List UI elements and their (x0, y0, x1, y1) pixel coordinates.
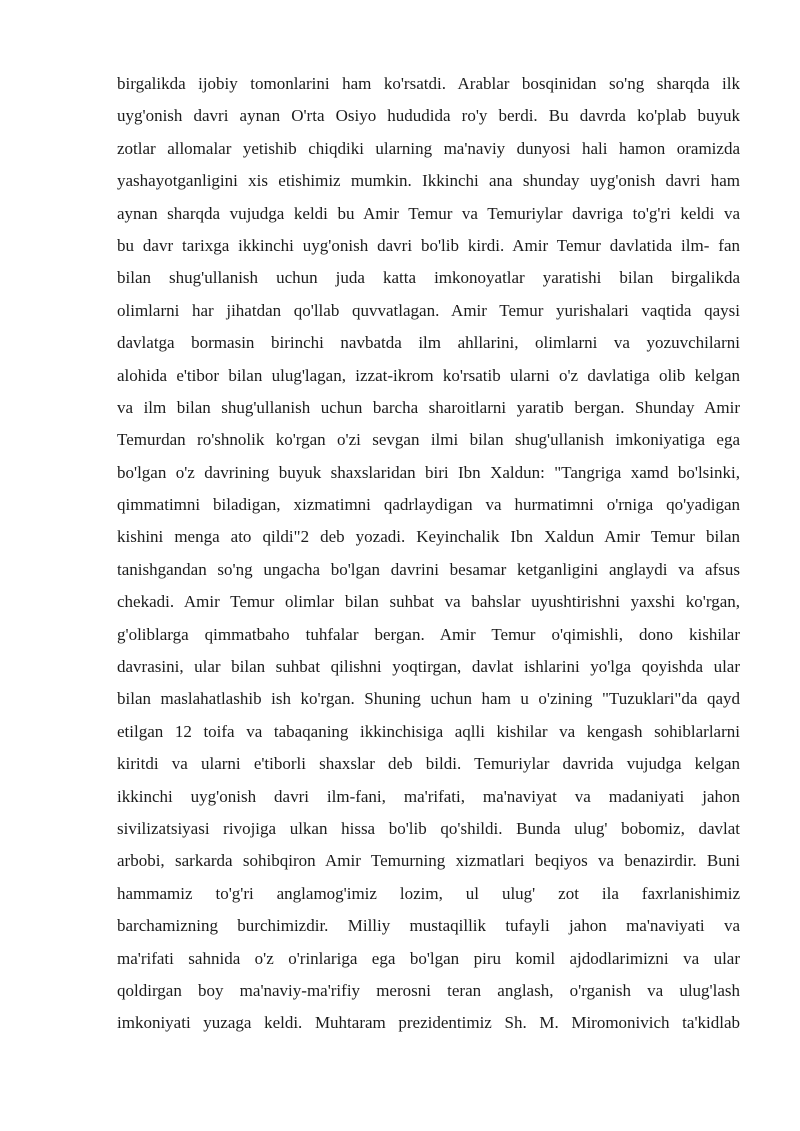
text-line: birgalikda ijobiy tomonlarini ham ko'rsatdi. Arablar bosqinidan so'ng sharqda ilk (117, 74, 740, 93)
text-line: bilan maslahatlashib ish ko'rgan. Shuning uchun ham u o'zining "Tuzuklari"da qayd (117, 689, 740, 709)
text-line: Temurdan ro'shnolik ko'rgan o'zi sevgan ilmi bilan shug'ullanish imkoniyatiga ega (117, 430, 740, 450)
text-line: bilan shug'ullanish uchun juda katta imkonoyatlar yaratishi bilan birgalikda (117, 268, 740, 288)
text-line: chekadi. Amir Temur olimlar bilan suhbat va bahslar uyushtirishni yaxshi ko'rgan, (117, 592, 740, 612)
text-line: uyg'onish davri aynan O'rta Osiyo hududida ro'y berdi. Bu davrda ko'plab buyuk (117, 106, 740, 126)
text-line: g'oliblarga qimmatbaho tuhfalar bergan. Amir Temur o'qimishli, dono kishilar (117, 624, 740, 644)
body-paragraph (117, 68, 740, 1040)
text-line: kiritdi va ularni e'tiborli shaxslar deb bildi. Temuriylar davrida vujudga kelgan (117, 754, 740, 774)
text-line: tanishgandan so'ng ungacha bo'lgan davrini besamar ketganligini anglaydi va afsus (117, 559, 740, 579)
text-line: ma'rifati sahnida o'z o'rinlariga ega bo'lgan piru komil ajdodlarimizni va ular (117, 948, 740, 968)
text-line: davrasini, ular bilan suhbat qilishni yoqtirgan, davlat ishlarini yo'lga qoyishda ular (117, 657, 740, 677)
text-line: imkoniyati yuzaga keldi. Muhtaram prezidentimiz Sh. M. Miromonivich ta'kidlab (117, 1013, 740, 1033)
text-line: yashayotganligini xis etishimiz mumkin. Ikkinchi ana shunday uyg'onish davri ham (117, 171, 740, 191)
text-line: qimmatimni biladigan, xizmatimni qadrlaydigan va hurmatimni o'rniga qo'yadigan (117, 495, 740, 515)
text-line: bo'lgan o'z davrining buyuk shaxslaridan biri Ibn Xaldun: "Tangriga xamd bo'lsinki, (117, 462, 740, 482)
text-line: hammamiz to'g'ri anglamog'imiz lozim, ul ulug' zot ila faxrlanishimiz (117, 883, 740, 903)
text-line: barchamizning burchimizdir. Milliy mustaqillik tufayli jahon ma'naviyati va (117, 916, 740, 936)
text-line: aynan sharqda vujudga keldi bu Amir Temur va Temuriylar davriga to'g'ri keldi va (117, 203, 740, 223)
text-line: alohida e'tibor bilan ulug'lagan, izzat-ikrom ko'rsatib ularni o'z davlatiga olib kelgan (117, 365, 740, 385)
text-line: etilgan 12 toifa va tabaqaning ikkinchisiga aqlli kishilar va kengash sohiblarlarni (117, 721, 740, 741)
text-line: ikkinchi uyg'onish davri ilm-fani, ma'rifati, ma'naviyat va madaniyati jahon (117, 786, 740, 806)
text-line: arbobi, sarkarda sohibqiron Amir Temurning xizmatlari beqiyos va benazirdir. Buni (117, 851, 740, 871)
text-line: zotlar allomalar yetishib chiqdiki ularning ma'naviy dunyosi hali hamon oramizda (117, 138, 740, 158)
text-line: qoldirgan boy ma'naviy-ma'rifiy merosni teran anglash, o'rganish va ulug'lash (117, 980, 740, 1000)
text-line: olimlarni har jihatdan qo'llab quvvatlagan. Amir Temur yurishalari vaqtida qaysi (117, 300, 740, 320)
text-line: va ilm bilan shug'ullanish uchun barcha sharoitlarni yaratib bergan. Shunday Amir (117, 397, 740, 417)
text-line: kishini menga ato qildi"2 deb yozadi. Keyinchalik Ibn Xaldun Amir Temur bilan (117, 527, 740, 547)
text-line: davlatga bormasin birinchi navbatda ilm ahllarini, olimlarni va yozuvchilarni (117, 333, 740, 353)
text-line: bu davr tarixga ikkinchi uyg'onish davri bo'lib kirdi. Amir Temur davlatida ilm- fan (117, 235, 740, 255)
text-line: sivilizatsiyasi rivojiga ulkan hissa bo'lib qo'shildi. Bunda ulug' bobomiz, davlat (117, 818, 740, 838)
